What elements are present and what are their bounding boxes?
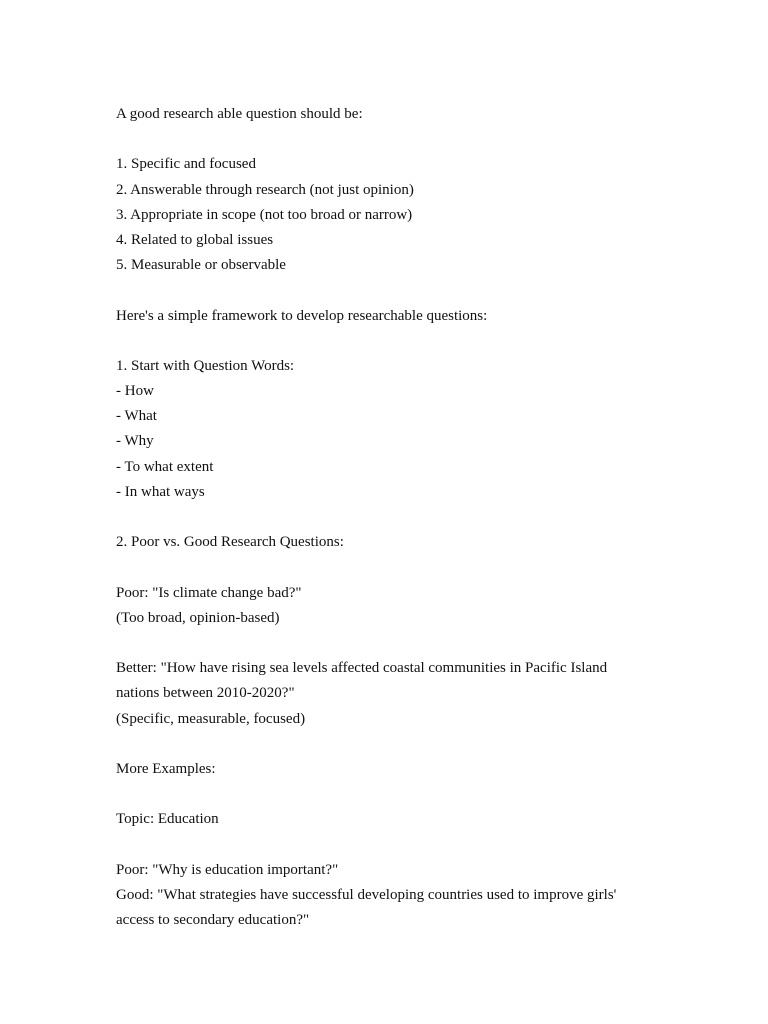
criteria-item: 2. Answerable through research (not just opinion) (116, 181, 414, 198)
blank-line (116, 127, 676, 152)
question-word-item: - To what extent (116, 458, 214, 475)
blank-line (116, 505, 676, 530)
better-example-line1: Better: "How have rising sea levels affected coastal communities in Pacific Island (116, 660, 608, 677)
blank-line (116, 732, 676, 757)
criteria-item: 5. Measurable or observable (116, 257, 286, 274)
question-word-item: - What (116, 408, 157, 425)
education-poor: Poor: "Why is education important?" (116, 861, 339, 878)
better-reason: (Specific, measurable, focused) (116, 710, 306, 727)
more-examples-heading: More Examples: (116, 760, 216, 777)
blank-line (116, 631, 676, 656)
question-word-item: - How (116, 383, 154, 400)
blank-line (116, 555, 676, 580)
poor-example: Poor: "Is climate change bad?" (116, 584, 302, 601)
blank-line (116, 782, 676, 807)
better-example-line2: nations between 2010-2020?" (116, 685, 295, 702)
criteria-item: 1. Specific and focused (116, 156, 256, 173)
criteria-item: 4. Related to global issues (116, 231, 274, 248)
intro-text: A good research able question should be: (116, 106, 363, 122)
question-word-item: - Why (116, 433, 154, 450)
education-good-line1: Good: "What strategies have successful developing countries used to improve girls' (116, 886, 617, 903)
education-good-line2: access to secondary education?" (116, 912, 310, 928)
blank-line (116, 329, 676, 354)
blank-line (116, 832, 676, 857)
question-word-item: - In what ways (116, 483, 205, 500)
step1-heading: 1. Start with Question Words: (116, 357, 295, 374)
criteria-item: 3. Appropriate in scope (not too broad or narrow) (116, 206, 413, 223)
blank-line (116, 278, 676, 303)
step2-heading: 2. Poor vs. Good Research Questions: (116, 534, 344, 551)
framework-intro: Here's a simple framework to develop researchable questions: (116, 307, 488, 324)
poor-reason: (Too broad, opinion-based) (116, 609, 280, 626)
topic-education: Topic: Education (116, 811, 219, 828)
document-page (116, 102, 676, 933)
